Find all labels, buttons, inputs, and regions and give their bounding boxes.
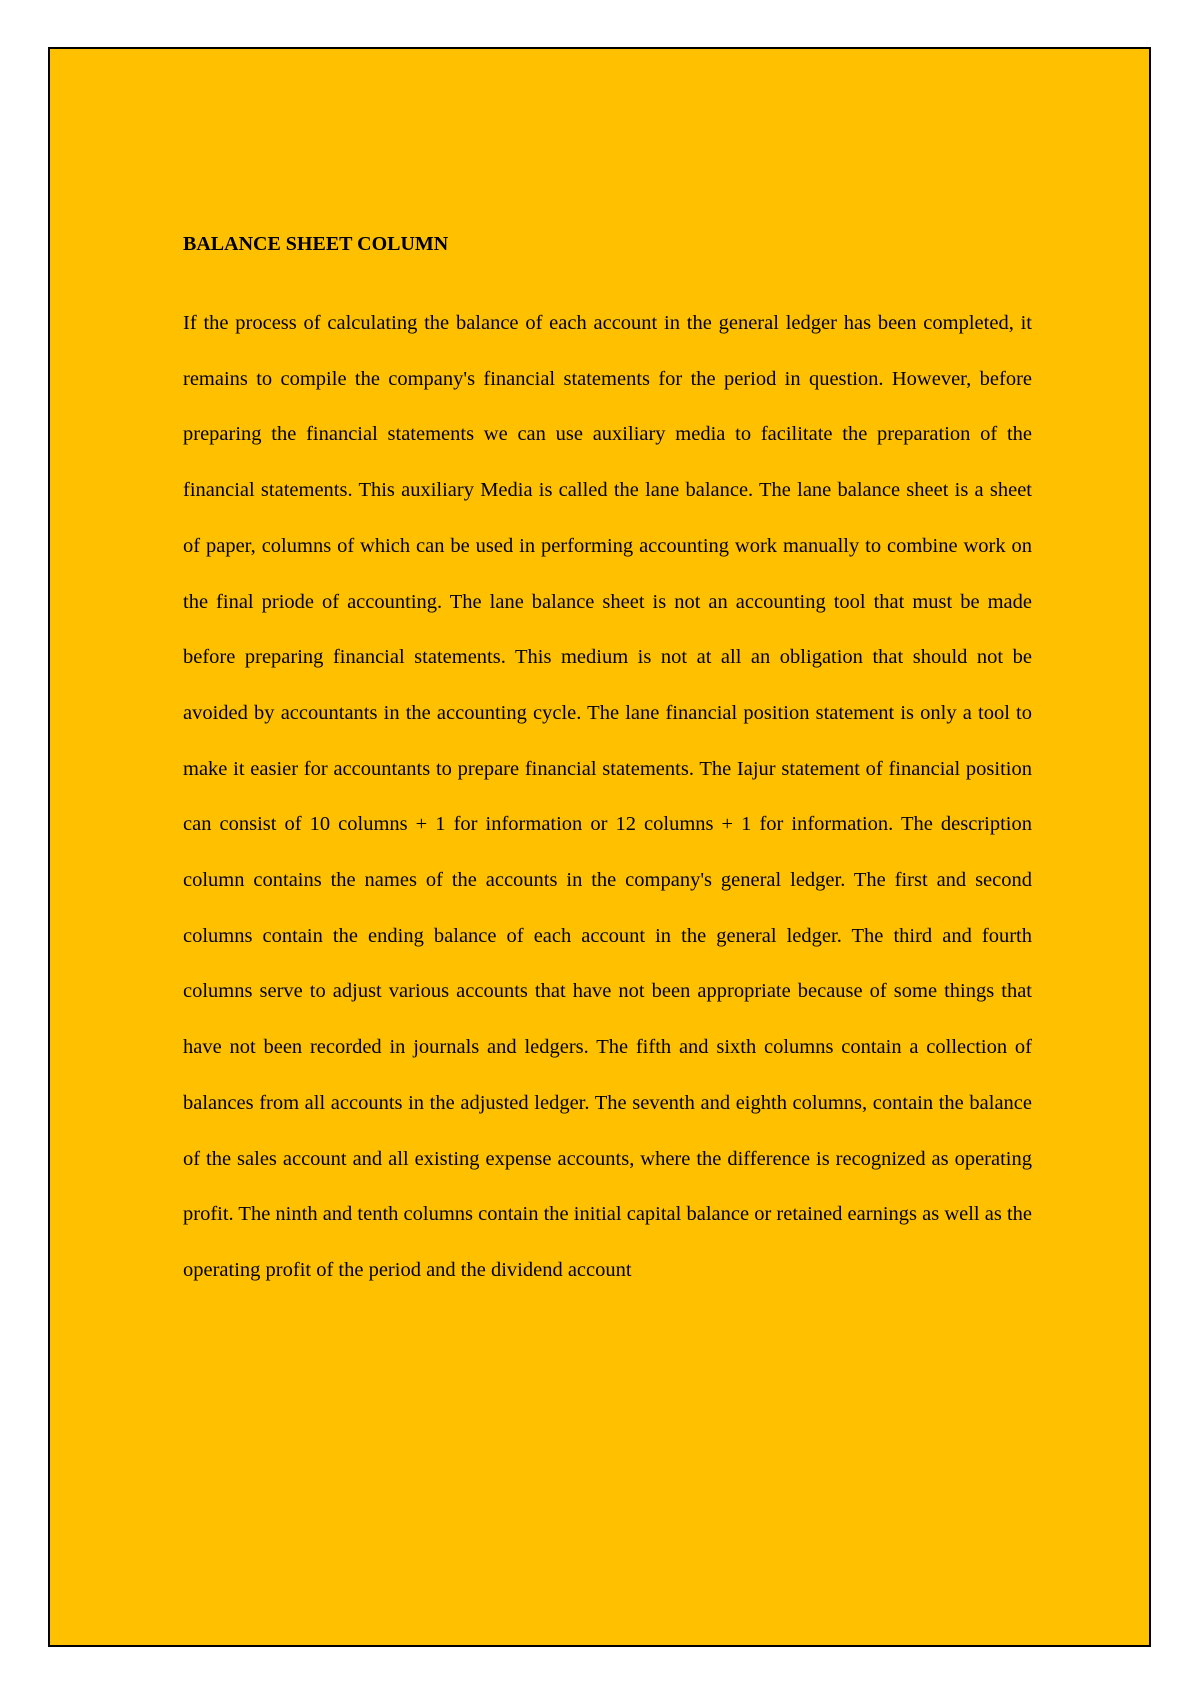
document-title: BALANCE SHEET COLUMN	[183, 233, 449, 255]
document-body-paragraph: If the process of calculating the balance of each account in the general ledger has been completed, it remains to compile the company's financial statements for the period in question. However, before preparing the financial statements we can use auxiliary media to facilitate the preparation of the financial statements. This auxiliary Media is called the lane balance. The lane balance sheet is a sheet of paper, columns of which can be used in performing accounting work manually to combine work on the final priode of accounting. The lane balance sheet is not an accounting tool that must be made before preparing financial statements. This medium is not at all an obligation that should not be avoided by accountants in the accounting cycle. The lane financial position statement is only a tool to make it easier for accountants to prepare financial statements. The Iajur statement of financial position can consist of 10 columns + 1 for information or 12 columns + 1 for information. The description column contains the names of the accounts in the company's general ledger. The first and second columns contain the ending balance of each account in the general ledger. The third and fourth columns serve to adjust various accounts that have not been appropriate because of some things that have not been recorded in journals and ledgers. The fifth and sixth columns contain a collection of balances from all accounts in the adjusted ledger. The seventh and eighth columns, contain the balance of the sales account and all existing expense accounts, where the difference is recognized as operating profit. The ninth and tenth columns contain the initial capital balance or retained earnings as well as the operating profit of the period and the dividend account	[183, 312, 1032, 1281]
document-content	[183, 230, 1032, 1299]
